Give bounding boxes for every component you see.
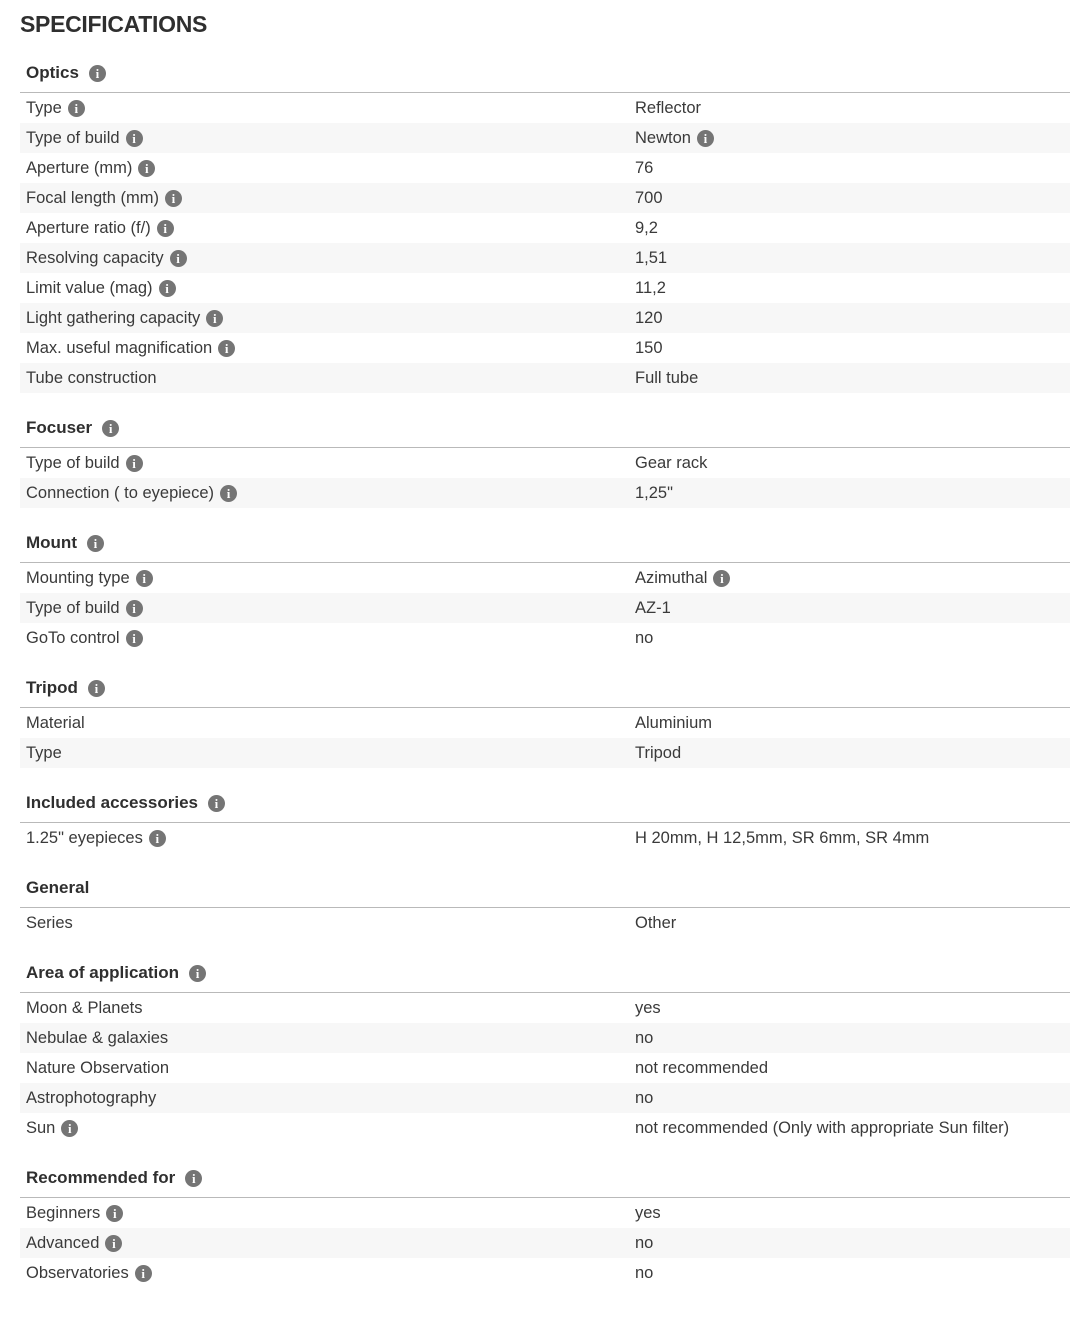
spec-section (20, 1167, 1070, 1288)
spec-value (635, 569, 730, 588)
info-icon[interactable]: i (206, 310, 223, 327)
spec-value-text: Azimuthal (635, 568, 708, 587)
spec-value-text: 9,2 (635, 218, 658, 237)
spec-label-text: Resolving capacity (26, 248, 164, 267)
spec-label-text: Nature Observation (26, 1058, 170, 1077)
spec-label-text: GoTo control (26, 628, 120, 647)
section-rows (20, 908, 1070, 938)
spec-row (20, 593, 1070, 623)
info-icon[interactable]: i (88, 680, 105, 697)
spec-value (635, 1119, 1009, 1138)
spec-row (20, 213, 1070, 243)
spec-value (635, 159, 653, 178)
section-header (20, 62, 1070, 93)
spec-value-text: 150 (635, 338, 663, 357)
info-icon[interactable]: i (126, 600, 143, 617)
section-title: Focuser (26, 418, 93, 437)
spec-row (20, 1113, 1070, 1143)
spec-row (20, 1198, 1070, 1228)
spec-row (20, 363, 1070, 393)
spec-value (635, 599, 671, 618)
spec-section (20, 877, 1070, 938)
section-header (20, 1167, 1070, 1198)
section-rows (20, 823, 1070, 853)
spec-label (26, 1234, 635, 1253)
spec-value (635, 744, 681, 763)
spec-row (20, 123, 1070, 153)
info-icon[interactable]: i (159, 280, 176, 297)
info-icon[interactable]: i (697, 130, 714, 147)
spec-label (26, 914, 635, 933)
spec-label (26, 454, 635, 473)
spec-label (26, 599, 635, 618)
section-rows (20, 93, 1070, 393)
spec-value-text: no (635, 1028, 654, 1047)
spec-label-text: 1.25" eyepieces (26, 828, 143, 847)
spec-row (20, 153, 1070, 183)
spec-label (26, 629, 635, 648)
spec-value (635, 714, 712, 733)
spec-label (26, 744, 635, 763)
spec-row (20, 1228, 1070, 1258)
spec-value (635, 484, 673, 503)
spec-value-text: Tripod (635, 743, 682, 762)
section-title: Area of application (26, 963, 180, 982)
spec-section (20, 62, 1070, 393)
section-title: General (26, 878, 90, 897)
spec-row (20, 273, 1070, 303)
spec-row (20, 93, 1070, 123)
spec-value-text: Other (635, 913, 677, 932)
info-icon[interactable]: i (89, 65, 106, 82)
spec-value (635, 1234, 653, 1253)
info-icon[interactable]: i (170, 250, 187, 267)
spec-value (635, 249, 667, 268)
spec-section (20, 532, 1070, 653)
info-icon[interactable]: i (220, 485, 237, 502)
spec-row (20, 563, 1070, 593)
spec-label (26, 309, 635, 328)
info-icon[interactable]: i (105, 1235, 122, 1252)
spec-label (26, 189, 635, 208)
spec-label (26, 1089, 635, 1108)
info-icon[interactable]: i (136, 570, 153, 587)
spec-label-text: Advanced (26, 1233, 100, 1252)
spec-value-text: Full tube (635, 368, 699, 387)
spec-label (26, 369, 635, 388)
section-rows (20, 448, 1070, 508)
section-rows (20, 1198, 1070, 1288)
section-header (20, 962, 1070, 993)
spec-label-text: Type of build (26, 598, 120, 617)
spec-label (26, 159, 635, 178)
spec-label (26, 219, 635, 238)
spec-row (20, 448, 1070, 478)
spec-value-text: 1,25" (635, 483, 673, 502)
spec-label-text: Type of build (26, 128, 120, 147)
spec-value (635, 1059, 768, 1078)
spec-label-text: Connection ( to eyepiece) (26, 483, 215, 502)
info-icon[interactable]: i (185, 1170, 202, 1187)
spec-label-text: Limit value (mag) (26, 278, 153, 297)
spec-value (635, 1029, 653, 1048)
spec-label-text: Beginners (26, 1203, 101, 1222)
spec-row (20, 478, 1070, 508)
spec-row (20, 1258, 1070, 1288)
info-icon[interactable]: i (61, 1120, 78, 1137)
spec-value (635, 369, 698, 388)
spec-value-text: Newton (635, 128, 691, 147)
spec-value-text: yes (635, 1203, 661, 1222)
info-icon[interactable]: i (218, 340, 235, 357)
section-header (20, 792, 1070, 823)
spec-value-text: yes (635, 998, 661, 1017)
section-title: Tripod (26, 678, 78, 697)
info-icon[interactable]: i (87, 535, 104, 552)
spec-row (20, 708, 1070, 738)
spec-row (20, 183, 1070, 213)
spec-label (26, 714, 635, 733)
info-icon[interactable]: i (165, 190, 182, 207)
spec-value (635, 454, 707, 473)
spec-value-text: not recommended (Only with appropriate Sun filter) (635, 1118, 1010, 1137)
spec-value (635, 829, 929, 848)
spec-label (26, 1204, 635, 1223)
spec-row (20, 243, 1070, 273)
spec-value-text: 700 (635, 188, 663, 207)
section-rows (20, 563, 1070, 653)
spec-value-text: 11,2 (635, 278, 666, 297)
page-title: SPECIFICATIONS (20, 11, 208, 37)
spec-value (635, 339, 663, 358)
spec-value (635, 189, 663, 208)
spec-value-text: 1,51 (635, 248, 668, 267)
spec-label-text: Type (26, 743, 62, 762)
spec-value-text: H 20mm, H 12,5mm, SR 6mm, SR 4mm (635, 828, 930, 847)
info-icon[interactable]: i (68, 100, 85, 117)
section-title: Mount (26, 533, 77, 552)
section-header (20, 417, 1070, 448)
spec-value-text: Reflector (635, 98, 702, 117)
spec-value (635, 1264, 653, 1283)
spec-label-text: Max. useful magnification (26, 338, 213, 357)
spec-value-text: not recommended (635, 1058, 768, 1077)
spec-section (20, 962, 1070, 1143)
spec-value (635, 129, 714, 148)
spec-section (20, 417, 1070, 508)
spec-label (26, 249, 635, 268)
spec-value (635, 629, 653, 648)
info-icon[interactable]: i (135, 1265, 152, 1282)
spec-label (26, 339, 635, 358)
info-icon[interactable]: i (157, 220, 174, 237)
spec-section (20, 677, 1070, 768)
spec-value-text: 76 (635, 158, 654, 177)
spec-label-text: Series (26, 913, 73, 932)
spec-label-text: Observatories (26, 1263, 129, 1282)
spec-value (635, 999, 661, 1018)
section-header (20, 532, 1070, 563)
info-icon[interactable]: i (126, 130, 143, 147)
section-header (20, 677, 1070, 708)
spec-label (26, 1029, 635, 1048)
spec-row (20, 333, 1070, 363)
spec-value-text: 120 (635, 308, 663, 327)
spec-label (26, 99, 635, 118)
spec-value (635, 279, 666, 298)
spec-row (20, 623, 1070, 653)
spec-value (635, 1204, 661, 1223)
spec-label-text: Sun (26, 1118, 56, 1137)
spec-value-text: Gear rack (635, 453, 708, 472)
spec-label-text: Type of build (26, 453, 120, 472)
spec-row (20, 993, 1070, 1023)
spec-label (26, 1119, 635, 1138)
spec-label (26, 1264, 635, 1283)
spec-value-text: Aluminium (635, 713, 713, 732)
spec-label-text: Nebulae & galaxies (26, 1028, 169, 1047)
spec-value (635, 914, 676, 933)
spec-label-text: Light gathering capacity (26, 308, 201, 327)
spec-label-text: Material (26, 713, 85, 732)
spec-section (20, 792, 1070, 853)
info-icon[interactable]: i (138, 160, 155, 177)
spec-label-text: Mounting type (26, 568, 130, 587)
spec-row (20, 303, 1070, 333)
spec-label (26, 829, 635, 848)
section-rows (20, 993, 1070, 1143)
spec-label (26, 279, 635, 298)
spec-label-text: Aperture ratio (f/) (26, 218, 151, 237)
section-rows (20, 708, 1070, 768)
section-header (20, 877, 1070, 908)
section-title: Optics (26, 63, 79, 82)
spec-label-text: Type (26, 98, 62, 117)
spec-label-text: Astrophotography (26, 1088, 157, 1107)
spec-label (26, 999, 635, 1018)
spec-value-text: no (635, 1263, 654, 1282)
info-icon[interactable]: i (149, 830, 166, 847)
spec-row (20, 738, 1070, 768)
info-icon[interactable]: i (126, 455, 143, 472)
spec-value-text: no (635, 1088, 654, 1107)
info-icon[interactable]: i (102, 420, 119, 437)
spec-label (26, 484, 635, 503)
spec-value (635, 99, 701, 118)
info-icon[interactable]: i (713, 570, 730, 587)
info-icon[interactable]: i (208, 795, 225, 812)
info-icon[interactable]: i (189, 965, 206, 982)
spec-value (635, 309, 663, 328)
spec-label (26, 129, 635, 148)
spec-value (635, 1089, 653, 1108)
info-icon[interactable]: i (126, 630, 143, 647)
spec-value-text: no (635, 1233, 654, 1252)
section-title: Included accessories (26, 793, 198, 812)
spec-value (635, 219, 658, 238)
section-title: Recommended for (26, 1168, 176, 1187)
spec-label (26, 569, 635, 588)
spec-row (20, 908, 1070, 938)
spec-label-text: Aperture (mm) (26, 158, 133, 177)
spec-row (20, 823, 1070, 853)
spec-label-text: Tube construction (26, 368, 157, 387)
spec-row (20, 1053, 1070, 1083)
spec-value-text: no (635, 628, 654, 647)
info-icon[interactable]: i (106, 1205, 123, 1222)
spec-label-text: Moon & Planets (26, 998, 143, 1017)
spec-row (20, 1023, 1070, 1053)
spec-label (26, 1059, 635, 1078)
spec-label-text: Focal length (mm) (26, 188, 159, 207)
spec-value-text: AZ-1 (635, 598, 671, 617)
spec-row (20, 1083, 1070, 1113)
spec-table (20, 62, 1070, 1288)
